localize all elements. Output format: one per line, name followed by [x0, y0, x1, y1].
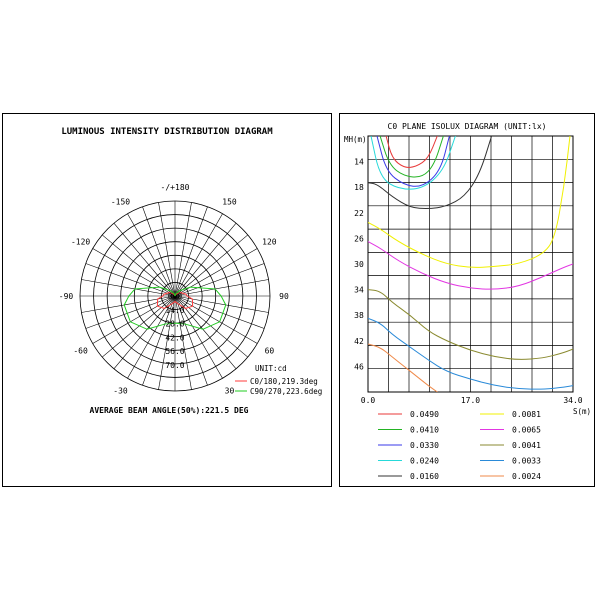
isolux-y-tick: 14 — [354, 157, 364, 167]
polar-radial-label: 14.0 — [165, 305, 185, 315]
isolux-y-tick: 42 — [354, 336, 364, 346]
isolux-legend-label: 0.0330 — [410, 441, 439, 450]
isolux-contour-0.0410 — [380, 136, 443, 177]
isolux-x-tick: 17.0 — [460, 396, 481, 405]
isolux-y-tick: 30 — [354, 260, 364, 269]
unit-label: UNIT:cd — [255, 364, 287, 373]
polar-angle-label: -30 — [113, 386, 128, 396]
isolux-x-ticks — [361, 396, 583, 405]
isolux-legend-label: 0.0033 — [512, 456, 541, 466]
isolux-legend-label: 0.0081 — [512, 410, 541, 419]
isolux-panel — [339, 113, 595, 487]
polar-angle-label: 150 — [222, 197, 237, 207]
polar-radial-label: 70.0 — [165, 361, 185, 370]
isolux-grid — [368, 136, 573, 392]
isolux-y-tick: 34 — [354, 285, 364, 295]
polar-chart — [3, 114, 331, 486]
polar-angle-label: -150 — [110, 197, 131, 207]
polar-radial-label: 56.0 — [165, 347, 185, 357]
polar-angle-label: 90 — [279, 292, 289, 301]
isolux-y-tick: 38 — [354, 311, 364, 321]
polar-angle-label: -120 — [70, 237, 91, 247]
isolux-x-tick: 0.0 — [360, 396, 376, 405]
beam-angle-footer: AVERAGE BEAM ANGLE(50%):221.5 DEG — [89, 406, 249, 415]
polar-radial-label: 0.0 — [167, 292, 183, 301]
isolux-contour-0.0024 — [368, 344, 437, 392]
isolux-legend-label: 0.0065 — [512, 425, 541, 435]
isolux-legend-label: 0.0490 — [410, 410, 439, 419]
isolux-legend — [378, 410, 541, 481]
isolux-chart — [340, 114, 594, 486]
isolux-contour-0.0240 — [371, 136, 455, 189]
isolux-y-tick: 46 — [354, 362, 364, 372]
isolux-chart-title: C0 PLANE ISOLUX DIAGRAM (UNIT:lx) — [387, 122, 547, 131]
polar-chart-title: LUMINOUS INTENSITY DISTRIBUTION DIAGRAM — [61, 127, 273, 137]
legend-c0-label: C0/180,219.3deg — [250, 377, 318, 386]
polar-radial-label: 42.0 — [165, 333, 185, 343]
legend-c90-label: C90/270,223.6deg — [250, 387, 323, 396]
polar-radial-label: 28.0 — [165, 319, 185, 329]
x-axis-title: S(m) — [573, 407, 592, 416]
isolux-legend-label: 0.0024 — [512, 472, 541, 481]
y-axis-title: MH(m) — [344, 135, 367, 144]
isolux-y-tick: 22 — [354, 208, 364, 218]
isolux-legend-label: 0.0410 — [410, 425, 439, 435]
polar-angle-label: 120 — [262, 237, 277, 247]
polar-angle-label: 60 — [264, 346, 275, 356]
polar-angle-label: -90 — [58, 292, 74, 301]
intensity-distribution-panel — [2, 113, 332, 487]
polar-angle-label: -60 — [73, 346, 88, 356]
isolux-y-tick: 18 — [354, 183, 364, 193]
isolux-y-ticks — [354, 158, 364, 372]
isolux-legend-label: 0.0160 — [410, 472, 439, 481]
isolux-contour-0.0081 — [368, 136, 570, 267]
polar-angle-label: 30 — [224, 386, 235, 396]
isolux-x-tick: 34.0 — [563, 396, 583, 405]
isolux-legend-label: 0.0240 — [410, 456, 439, 466]
isolux-y-tick: 26 — [354, 234, 364, 244]
isolux-legend-label: 0.0041 — [512, 441, 541, 450]
polar-angle-label: -/+180 — [160, 183, 190, 192]
